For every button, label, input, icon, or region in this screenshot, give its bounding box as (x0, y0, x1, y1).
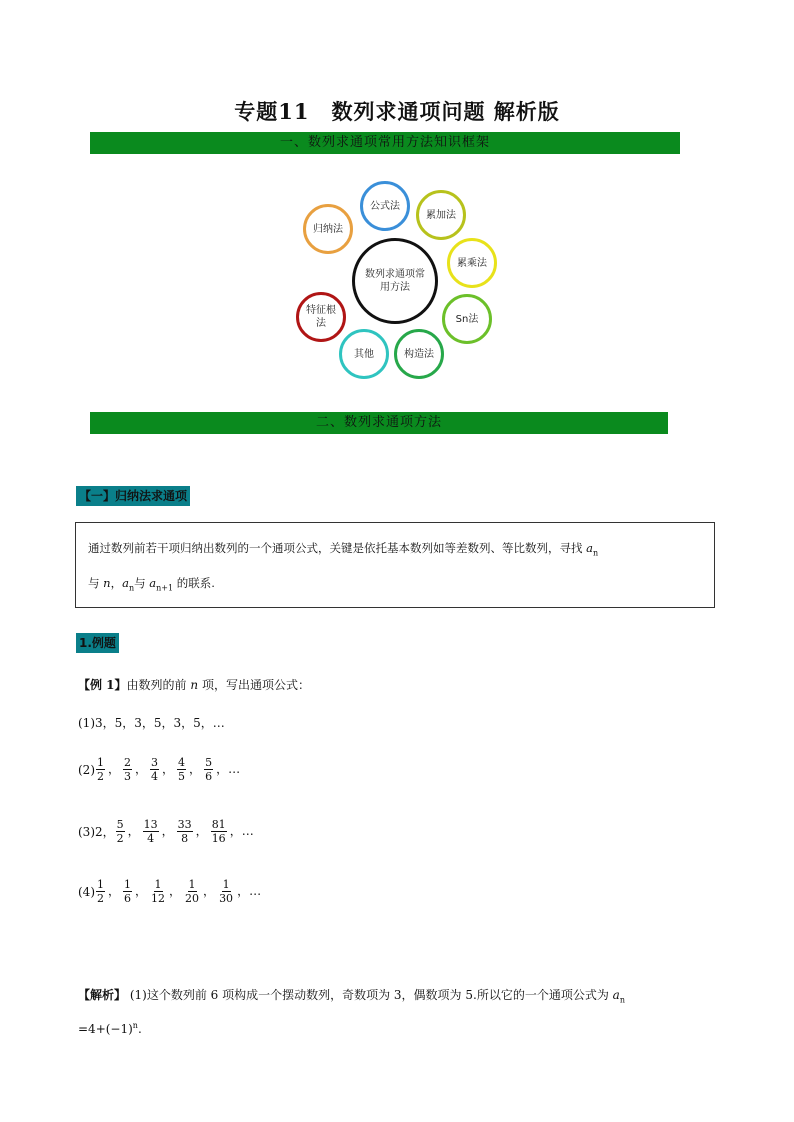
fraction-numerator: 1 (222, 878, 230, 891)
diagram-node-other-label: 其他 (354, 348, 374, 360)
diagram-node-construct-label: 构造法 (404, 348, 434, 360)
example-item-3-label: (3)2， (78, 825, 115, 839)
fraction (96, 756, 105, 783)
example-item-4-fracs (95, 878, 263, 905)
fraction-numerator: 4 (178, 756, 186, 769)
diagram-node-formula (360, 181, 410, 231)
example-prompt-text-1: 由数列的前 (126, 678, 187, 692)
solution (78, 982, 728, 1042)
fraction-denominator: 6 (205, 770, 213, 783)
intro-line2-n: n (103, 576, 111, 591)
fraction (123, 878, 132, 905)
fraction-separator: ，… (216, 762, 241, 776)
fraction-denominator: 5 (178, 770, 186, 783)
fraction (184, 878, 200, 905)
fraction (143, 818, 159, 845)
intro-line2-end: 的联系. (176, 576, 215, 591)
fraction-numerator: 1 (97, 756, 104, 769)
fraction-denominator: 8 (181, 832, 189, 845)
example-prompt (78, 676, 310, 693)
fraction (150, 878, 166, 905)
fraction-numerator: 33 (177, 818, 192, 831)
fraction-numerator: 1 (154, 878, 162, 891)
section-bar-methods: 二、数列求通项方法 (90, 412, 668, 434)
diagram-node-accumulate-mul-label: 累乘法 (457, 257, 487, 269)
fraction-separator: ， (189, 762, 202, 776)
diagram-center-label: 数列求通项常用方法 (365, 269, 425, 293)
fraction-separator: ，… (229, 824, 254, 838)
intro-line2-with: 与 (134, 576, 146, 591)
fraction-denominator: 16 (211, 832, 226, 845)
solution-line2-end: . (137, 1022, 142, 1037)
fraction-numerator: 81 (211, 818, 226, 831)
fraction-separator: ， (161, 824, 174, 838)
diagram-node-accumulate-mul (447, 238, 497, 288)
fraction-denominator: 4 (147, 832, 155, 845)
intro-line-1 (88, 533, 702, 568)
fraction-separator: ， (162, 762, 175, 776)
diagram-node-characteristic-root (296, 292, 346, 342)
fraction-separator: ， (108, 762, 121, 776)
example-prompt-label: 【例 1】 (78, 678, 127, 692)
solution-label: 【解析】 (78, 988, 127, 1002)
solution-var-sub: n (619, 995, 625, 1005)
intro-var-sub: n (593, 548, 599, 558)
fraction-separator: ， (203, 884, 216, 898)
fraction (204, 756, 213, 783)
intro-var-a: a (586, 541, 594, 555)
fraction-separator: ， (127, 824, 140, 838)
fraction-denominator: 2 (97, 892, 104, 905)
solution-text: (1)这个数列前 6 项构成一个摆动数列，奇数项为 3，偶数项为 5.所以它的一个通项公式为 (129, 988, 609, 1002)
fraction-separator: ， (108, 884, 121, 898)
fraction-separator: ， (195, 824, 208, 838)
intro-line2-a2-sub: n+1 (156, 583, 174, 593)
example-item-4-label: (4) (78, 884, 95, 899)
fraction (177, 818, 193, 845)
example-item-3 (78, 818, 256, 845)
fraction-denominator: 30 (219, 892, 234, 905)
intro-line2-a1-sub: n (128, 583, 135, 593)
fraction (96, 878, 105, 905)
fraction-numerator: 2 (124, 756, 132, 769)
fraction-separator: ，… (237, 884, 262, 898)
fraction-denominator: 3 (124, 770, 132, 783)
fraction-separator: ， (135, 884, 148, 898)
fraction-numerator: 1 (188, 878, 196, 891)
fraction (218, 878, 234, 905)
fraction (177, 756, 186, 783)
fraction-denominator: 4 (151, 770, 159, 783)
intro-line2-start: 与 (88, 576, 100, 591)
example-item-2 (78, 756, 242, 783)
section-bar-framework: 一、数列求通项常用方法知识框架 (90, 132, 680, 154)
example-item-3-fracs (115, 818, 256, 845)
example-prompt-n: n (190, 678, 199, 692)
diagram-node-construct (394, 329, 444, 379)
solution-line2: =4+(−1) (78, 1022, 133, 1037)
diagram-node-characteristic-root-label: 特征根法 (306, 305, 336, 329)
example-item-2-label: (2) (78, 762, 95, 777)
fraction-numerator: 5 (116, 818, 124, 831)
diagram-node-other (339, 329, 389, 379)
fraction (150, 756, 159, 783)
fraction-numerator: 1 (124, 878, 132, 891)
page-title: 专题11 数列求通项问题 解析版 (234, 99, 560, 124)
example-item-1: (1)3，5，3，5，3，5，… (78, 716, 225, 730)
diagram-node-sn (442, 294, 492, 344)
diagram-center (352, 238, 438, 324)
fraction (116, 818, 125, 845)
diagram-node-induction (303, 204, 353, 254)
solution-line2-sup: n (132, 1021, 138, 1031)
fraction-denominator: 12 (151, 892, 166, 905)
fraction-numerator: 1 (97, 878, 104, 891)
intro-line2-comma: ， (110, 576, 123, 591)
fraction-numerator: 5 (205, 756, 213, 769)
fraction-denominator: 2 (97, 770, 104, 783)
diagram-node-sn-label: Sn法 (455, 313, 479, 325)
fraction (211, 818, 227, 845)
fraction-numerator: 13 (143, 818, 158, 831)
intro-line2-a1: a (122, 576, 129, 591)
fraction (123, 756, 132, 783)
diagram-node-accumulate-add-label: 累加法 (426, 209, 456, 221)
solution-var-a: a (612, 988, 620, 1002)
intro-line-2 (88, 568, 702, 603)
diagram-node-induction-label: 归纳法 (313, 223, 343, 235)
fraction-denominator: 6 (124, 892, 132, 905)
method-induction-tag: 【一】归纳法求通项 (76, 486, 190, 506)
intro-box (75, 522, 715, 608)
example-item-4 (78, 878, 263, 905)
intro-line2-a2: a (149, 576, 157, 591)
example-tag: 1.例题 (76, 633, 119, 653)
diagram-node-formula-label: 公式法 (370, 200, 400, 212)
fraction-separator: ， (169, 884, 182, 898)
fraction-numerator: 3 (151, 756, 159, 769)
example-prompt-text-2: 项，写出通项公式： (201, 678, 310, 692)
fraction-denominator: 20 (185, 892, 200, 905)
fraction-denominator: 2 (116, 832, 124, 845)
diagram-node-accumulate-add (416, 190, 466, 240)
intro-text: 通过数列前若干项归纳出数列的一个通项公式，关键是依托基本数列如等差数列、等比数列，寻找 (88, 541, 583, 555)
example-item-2-fracs (95, 756, 242, 783)
fraction-separator: ， (135, 762, 148, 776)
